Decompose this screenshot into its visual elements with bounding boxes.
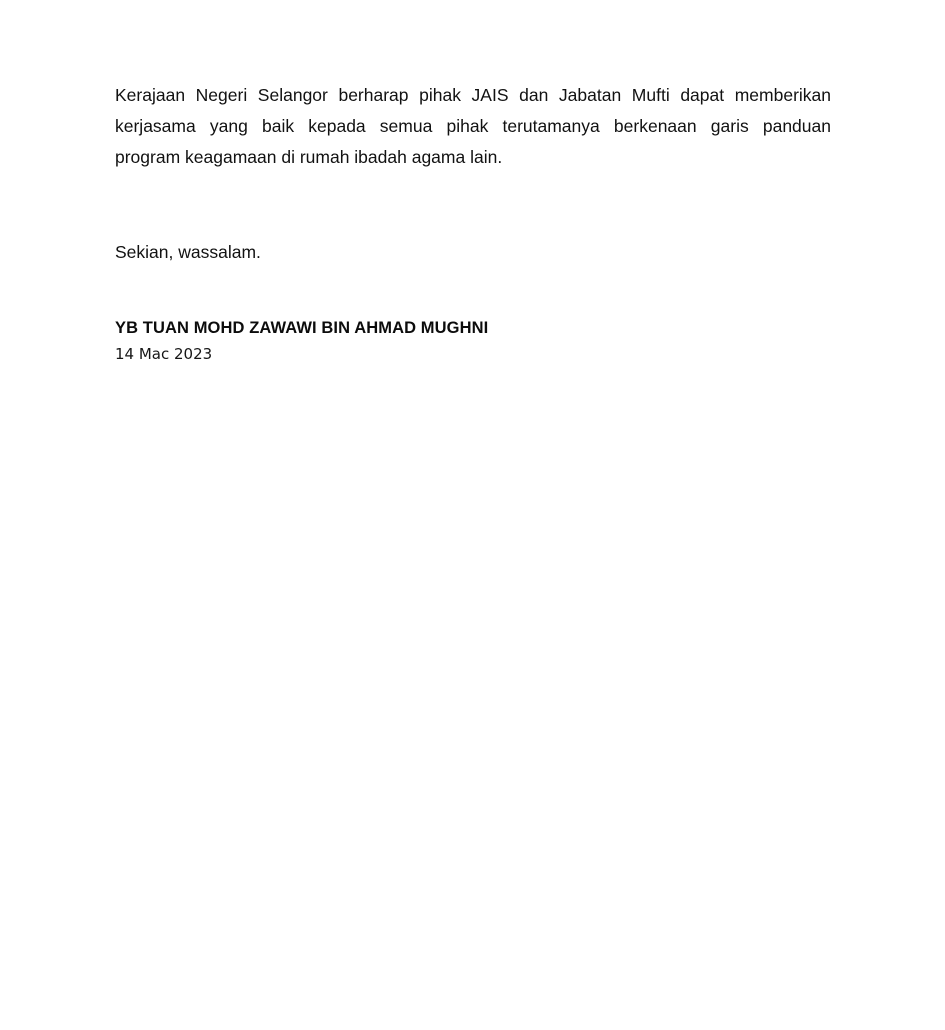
body-paragraph (115, 80, 831, 173)
paragraph-line: kerjasama yang baik kepada semua pihak terutamanya berkenaan garis panduan (115, 116, 831, 136)
letter-date: 14 Mac 2023 (115, 345, 213, 363)
signatory-name: YB TUAN MOHD ZAWAWI BIN AHMAD MUGHNI (115, 319, 489, 337)
paragraph-line: Kerajaan Negeri Selangor berharap pihak JAIS dan Jabatan Mufti dapat memberikan (115, 85, 831, 105)
paragraph-line: program keagamaan di rumah ibadah agama lain. (115, 147, 503, 167)
closing-salutation: Sekian, wassalam. (115, 242, 261, 262)
